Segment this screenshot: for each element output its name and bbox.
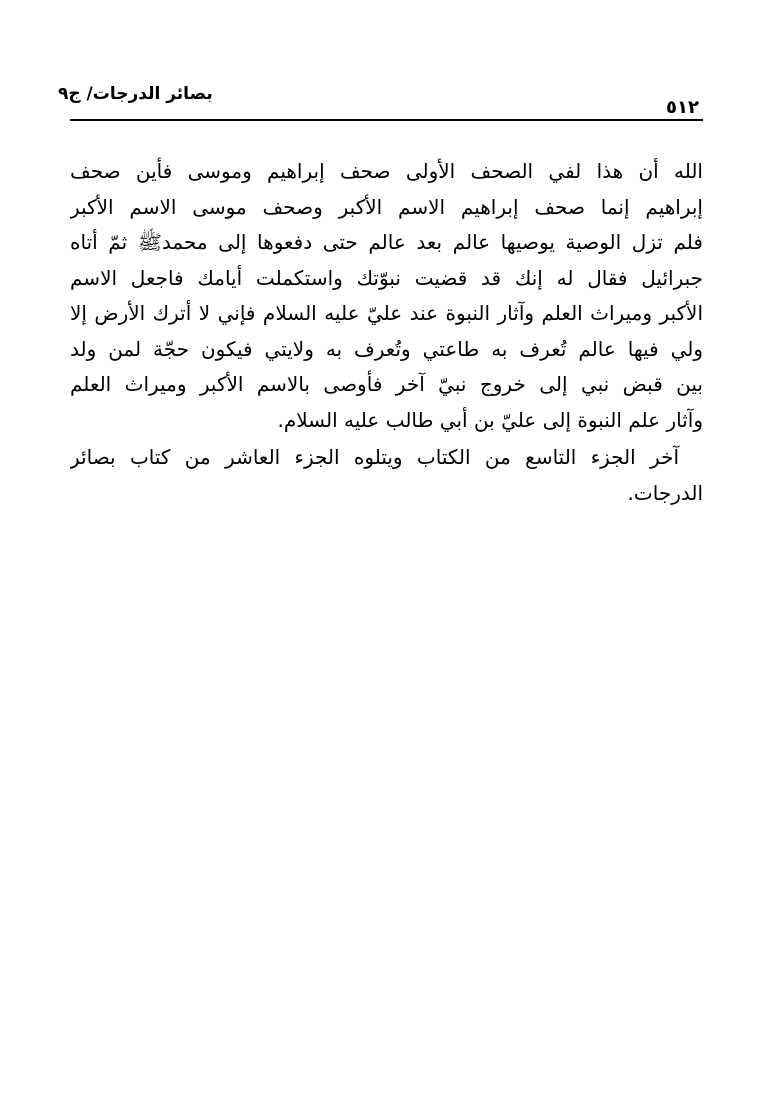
- page-number: ٥١٢: [666, 97, 699, 118]
- text-line: الأكبر وميراث العلم وآثار النبوة عند عليّ عليه السلام فإني لا أترك الأرض إلا: [70, 301, 703, 325]
- body-text: [70, 154, 703, 511]
- running-header-title: بصائر الدرجات/ ج٩: [58, 84, 213, 104]
- text-line: وآثار علم النبوة إلى عليّ بن أبي طالب عليه السلام.: [277, 407, 703, 432]
- paragraph-1: [70, 154, 703, 438]
- text-line: آخر الجزء التاسع من الكتاب ويتلوه الجزء العاشر من كتاب بصائر: [70, 445, 679, 469]
- text-line: إبراهيم إنما صحف إبراهيم الاسم الأكبر وصحف موسى الاسم الأكبر: [70, 194, 703, 219]
- text-line: الله أن هذا لفي الصحف الأولى صحف إبراهيم وموسى فأين صحف: [70, 159, 703, 183]
- header-divider: [70, 119, 703, 121]
- text-line: ولي فيها عالم تُعرف به طاعتي وتُعرف به ولايتي فيكون حجّة لمن ولد: [70, 336, 703, 361]
- paragraph-2: [70, 440, 703, 511]
- text-line: الدرجات.: [627, 480, 703, 505]
- text-line: جبرائيل فقال له إنك قد قضيت نبوّتك واستكملت أيامك فاجعل الاسم: [70, 265, 703, 290]
- text-line: بين قبض نبي إلى خروج نبيّ آخر فأوصى بالاسم الأكبر وميراث العلم: [70, 372, 703, 396]
- text-line: فلم تزل الوصية يوصيها عالم بعد عالم حتى دفعوها إلى محمدﷺ ثمّ أتاه: [70, 230, 703, 254]
